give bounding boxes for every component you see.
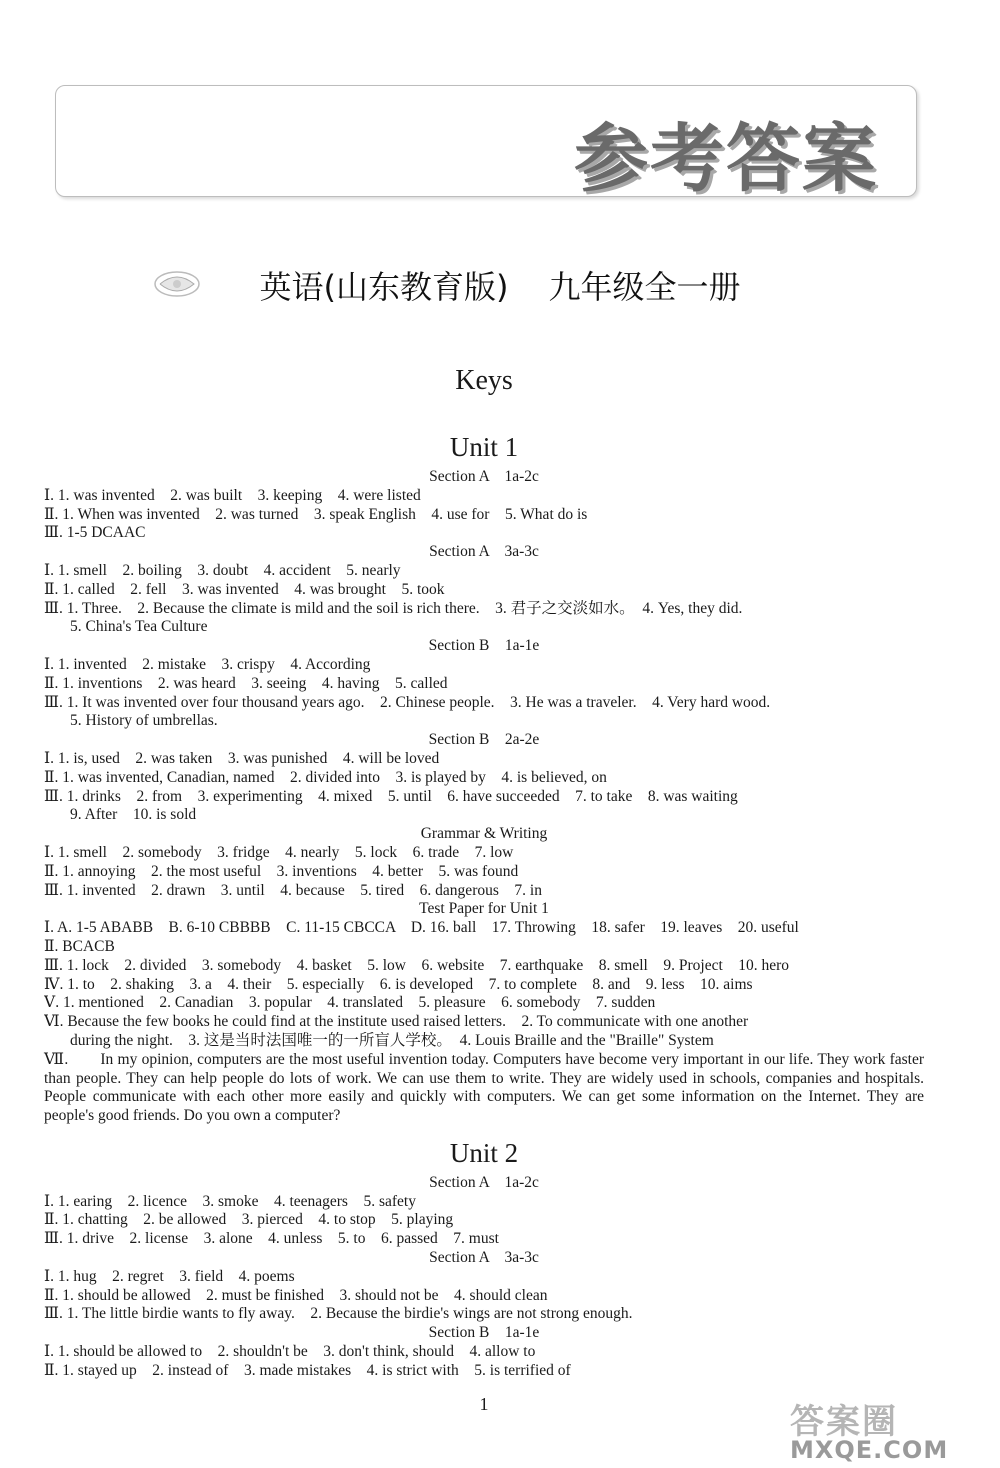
answer-line: Ⅰ. 1. should be allowed to 2. shouldn't be 3. don't think, should 4. allow to xyxy=(44,1343,536,1361)
answer-content xyxy=(44,428,924,1381)
answer-line: during the night. 3. 这是当时法国唯一的一所盲人学校。 4. Louis Braille and the "Braille" System xyxy=(70,1031,714,1049)
section-title: Test Paper for Unit 1 xyxy=(419,900,549,918)
section-title: Section B 2a-2e xyxy=(428,731,540,749)
answer-line: Ⅱ. 1. When was invented 2. was turned 3. speak English 4. use for 5. What do is xyxy=(44,505,588,523)
page-number: 1 xyxy=(479,1394,489,1414)
answer-line: Ⅵ. Because the few books he could find at the institute used raised letters. 2. To communicate with one another xyxy=(44,1013,749,1031)
answer-line: Ⅰ. 1. smell 2. boiling 3. doubt 4. accident 5. nearly xyxy=(44,561,401,579)
answer-line: Ⅰ. 1. smell 2. somebody 3. fridge 4. nearly 5. lock 6. trade 7. low xyxy=(44,843,514,861)
answer-line: Ⅲ. 1. invented 2. drawn 3. until 4. because 5. tired 6. dangerous 7. in xyxy=(44,881,542,899)
book-grade: 九年级全一册 xyxy=(548,268,741,306)
section-title: Section A 3a-3c xyxy=(429,1249,539,1267)
book-title xyxy=(0,262,1000,308)
watermark-logo: 答案圈 xyxy=(790,1402,898,1442)
answer-line: Ⅱ. 1. inventions 2. was heard 3. seeing 4. having 5. called xyxy=(44,674,448,692)
answer-line: 5. China's Tea Culture xyxy=(70,618,208,636)
banner-title: 参考答案 xyxy=(574,116,878,202)
watermark-url: MXQE.COM xyxy=(790,1436,949,1464)
section-title: Section B 1a-1e xyxy=(428,1324,540,1342)
answer-line: Ⅰ. 1. hug 2. regret 3. field 4. poems xyxy=(44,1267,295,1285)
answer-line: Ⅰ. A. 1-5 ABABB B. 6-10 CBBBB C. 11-15 CBCCA D. 16. ball 17. Throwing 18. safer 19. leaves 20. useful xyxy=(44,919,799,937)
answer-line: Ⅱ. 1. called 2. fell 3. was invented 4. was brought 5. took xyxy=(44,580,445,598)
book-subject: 英语(山东教育版) xyxy=(259,268,509,306)
answer-line: Ⅰ. 1. is, used 2. was taken 3. was punished 4. will be loved xyxy=(44,749,440,767)
header-banner xyxy=(55,85,917,202)
answer-line: Ⅱ. 1. should be allowed 2. must be finished 3. should not be 4. should clean xyxy=(44,1286,548,1304)
section-title: Section A 1a-2c xyxy=(429,468,539,485)
section-title: Section A 1a-2c xyxy=(429,1173,539,1191)
answer-line: Ⅴ. 1. mentioned 2. Canadian 3. popular 4. translated 5. pleasure 6. somebody 7. sudden xyxy=(44,994,656,1012)
answer-line: 5. History of umbrellas. xyxy=(70,712,218,730)
answer-line: Ⅲ. 1. drive 2. license 3. alone 4. unless 5. to 6. passed 7. must xyxy=(44,1230,499,1248)
answer-line: Ⅰ. 1. was invented 2. was built 3. keeping 4. were listed xyxy=(44,486,421,504)
unit-1-body xyxy=(44,468,924,1126)
section-title: Grammar & Writing xyxy=(420,825,548,843)
answer-line: Ⅲ. 1. lock 2. divided 3. somebody 4. basket 5. low 6. website 7. earthquake 8. smell 9. Project 10. hero xyxy=(44,956,790,974)
answer-line: Ⅱ. 1. was invented, Canadian, named 2. divided into 3. is played by 4. is believed, on xyxy=(44,768,607,786)
answer-line: Ⅱ. 1. chatting 2. be allowed 3. pierced 4. to stop 5. playing xyxy=(44,1211,454,1229)
keys-title: Keys xyxy=(455,365,513,396)
answer-line: Ⅱ. BCACB xyxy=(44,937,115,955)
answer-line: Ⅱ. 1. stayed up 2. instead of 3. made mistakes 4. is strict with 5. is terrified of xyxy=(44,1361,571,1379)
answer-line: Ⅳ. 1. to 2. shaking 3. a 4. their 5. especially 6. is developed 7. to complete 8. and 9. less 10. aims xyxy=(44,975,753,993)
section-title: Section B 1a-1e xyxy=(428,637,540,655)
answer-line: Ⅰ. 1. invented 2. mistake 3. crispy 4. According xyxy=(44,655,371,673)
answer-line: Ⅲ. 1. It was invented over four thousand years ago. 2. Chinese people. 3. He was a traveler. 4. Very hard wood. xyxy=(44,693,771,711)
answer-line: Ⅰ. 1. earing 2. licence 3. smoke 4. teenagers 5. safety xyxy=(44,1192,416,1210)
unit-2-title: Unit 2 xyxy=(449,1137,519,1168)
answer-line: Ⅲ. 1-5 DCAAC xyxy=(44,524,146,542)
answer-line: Ⅲ. 1. The little birdie wants to fly away. 2. Because the birdie's wings are not strong enough. xyxy=(44,1305,633,1323)
answer-line: Ⅲ. 1. drinks 2. from 3. experimenting 4. mixed 5. until 6. have succeeded 7. to take 8. was waiting xyxy=(44,787,738,805)
answer-line: Ⅱ. 1. annoying 2. the most useful 3. inventions 4. better 5. was found xyxy=(44,862,519,880)
answer-line: Ⅲ. 1. Three. 2. Because the climate is mild and the soil is rich there. 3. 君子之交淡如水。 4. Yes, they did. xyxy=(44,599,743,617)
answer-line: 9. After 10. is sold xyxy=(70,806,197,824)
section-title: Section A 3a-3c xyxy=(429,543,539,561)
unit-2-body xyxy=(44,1174,924,1381)
unit-1-title: Unit 1 xyxy=(449,432,519,462)
essay-paragraph: Ⅶ. In my opinion, computers are the most useful invention today. Computers have become very important in our life. They work faster than people. They can help people do lots of work. We can use them to write. They are widely used in schools, companies and hospitals. People communicate with each other more easily and quickly with computers. We can get some information on the Internet. They are people's good friends. Do you own a computer? xyxy=(44,1050,924,1125)
